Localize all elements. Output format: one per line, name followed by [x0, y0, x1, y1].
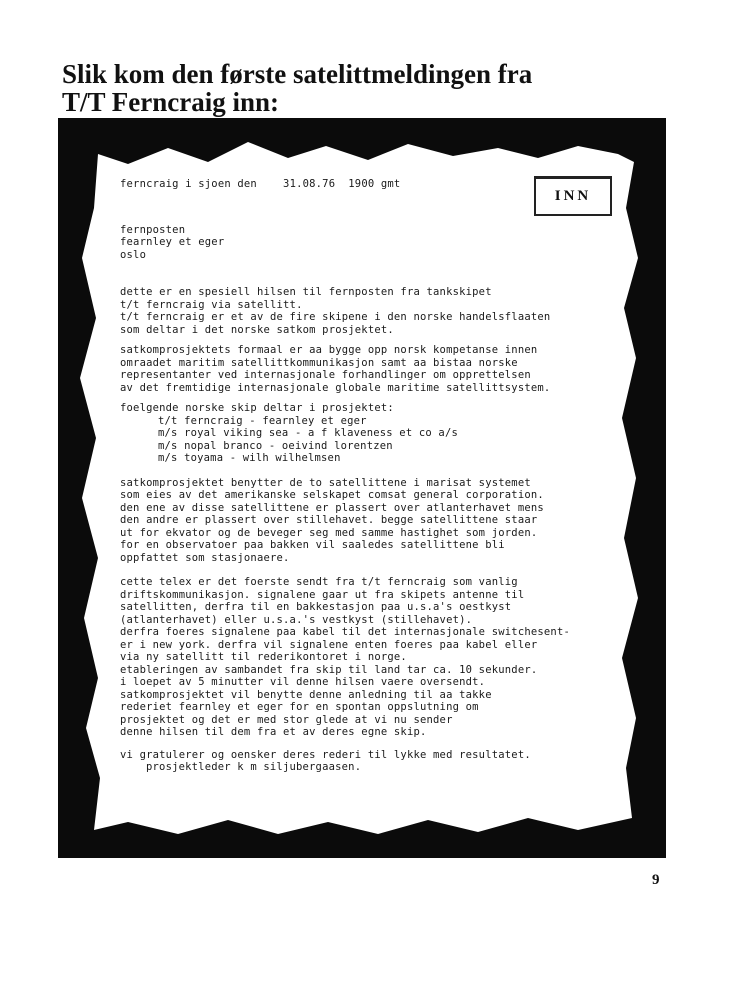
telex-date: 31.08.76 — [283, 178, 336, 190]
headline-line-2: T/T Ferncraig inn: — [62, 87, 280, 117]
telex-header-line — [120, 178, 660, 191]
telex-line: t/t ferncraig via satellitt. — [120, 298, 303, 311]
telex-line: via ny satellitt til rederikontoret i norge. — [120, 651, 407, 663]
telex-ships-section — [120, 402, 660, 465]
ship-entry: t/t ferncraig - fearnley et eger — [158, 414, 367, 427]
telex-closing: vi gratulerer og oensker deres rederi til lykke med resultatet. — [120, 748, 531, 761]
ship-entry: m/s nopal branco - oeivind lorentzen — [158, 439, 393, 452]
telex-line: rederiet fearnley et eger for en spontan oppslutning om — [120, 701, 479, 713]
telex-line: satkomprosjektet vil benytte denne anledning til aa takke — [120, 688, 492, 701]
telex-line: som eies av det amerikanske selskapet comsat general corporation. — [120, 489, 544, 501]
telex-line: som deltar i det norske satkom prosjektet. — [120, 323, 394, 336]
telex-line: etableringen av sambandet fra skip til land tar ca. 10 sekunder. — [120, 663, 538, 676]
telex-line: av det fremtidige internasjonale globale maritime satellittsystem. — [120, 381, 551, 394]
ship-entry: m/s toyama - wilh wilhelmsen — [158, 452, 341, 464]
inn-stamp: INN — [534, 176, 612, 216]
telex-line: (atlanterhavet) eller u.s.a.'s vestkyst (stillehavet). — [120, 613, 473, 626]
telex-line: representanter ved internasjonale forhandlinger om opprettelsen — [120, 369, 531, 381]
telex-line: t/t ferncraig er et av de fire skipene i den norske handelsflaaten — [120, 311, 551, 323]
telex-line: driftskommunikasjon. signalene gaar ut fra skipets antenne til — [120, 588, 525, 601]
telex-paragraph-4 — [120, 576, 660, 739]
page-number: 9 — [652, 872, 660, 888]
telex-line: derfra foeres signalene paa kabel til det internasjonale switchesent- — [120, 626, 570, 638]
telex-line: omraadet maritim satellittkommunikasjon samt aa bistaa norske — [120, 356, 518, 369]
telex-line: satkomprosjektets formaal er aa bygge opp norsk kompetanse innen — [120, 344, 538, 356]
telex-line: i loepet av 5 minutter vil denne hilsen vaere oversendt. — [120, 676, 486, 688]
telex-origin: ferncraig i sjoen den — [120, 178, 257, 190]
telex-signature: prosjektleder k m siljubergaasen. — [146, 761, 362, 773]
telex-closing-section — [120, 749, 660, 774]
telex-time: 1900 gmt — [348, 178, 401, 190]
telex-paragraph-3 — [120, 477, 660, 565]
address-line: fernposten — [120, 223, 186, 236]
ships-intro: foelgende norske skip deltar i prosjektet: — [120, 402, 394, 414]
telex-paragraph-1 — [120, 286, 660, 336]
telex-line: den ene av disse satellittene er plassert over atlanterhavet mens — [120, 501, 544, 514]
address-line: fearnley et eger — [120, 236, 225, 248]
telex-line: den andre er plassert over stillehavet. begge satellittene staar — [120, 514, 538, 526]
telex-line: for en observatoer paa bakken vil saaledes satellittene bli — [120, 539, 505, 551]
telex-body — [120, 178, 660, 774]
telex-line: cette telex er det foerste sendt fra t/t ferncraig som vanlig — [120, 576, 518, 588]
telex-line: satkomprosjektet benytter de to satellittene i marisat systemet — [120, 476, 531, 489]
ship-entry: m/s royal viking sea - a f klaveness et co a/s — [158, 427, 458, 439]
article-headline — [62, 60, 532, 116]
telex-line: er i new york. derfra vil signalene enten foeres paa kabel eller — [120, 638, 538, 651]
address-line: oslo — [120, 248, 147, 261]
telex-address — [120, 224, 660, 262]
telex-line: oppfattet som stasjonaere. — [120, 551, 290, 564]
telex-paragraph-2 — [120, 344, 660, 394]
telex-line: dette er en spesiell hilsen til fernposten fra tankskipet — [120, 286, 492, 298]
telex-line: denne hilsen til dem fra et av deres egne skip. — [120, 726, 427, 738]
telex-line: prosjektet og det er med stor glede at vi nu sender — [120, 713, 453, 726]
telex-line: satellitten, derfra til en bakkestasjon paa u.s.a's oestkyst — [120, 601, 512, 613]
headline-line-1: Slik kom den første satelittmeldingen fra — [62, 59, 533, 89]
telex-black-frame — [58, 118, 666, 858]
telex-line: ut for ekvator og de beveger seg med samme hastighet som jorden. — [120, 526, 538, 539]
